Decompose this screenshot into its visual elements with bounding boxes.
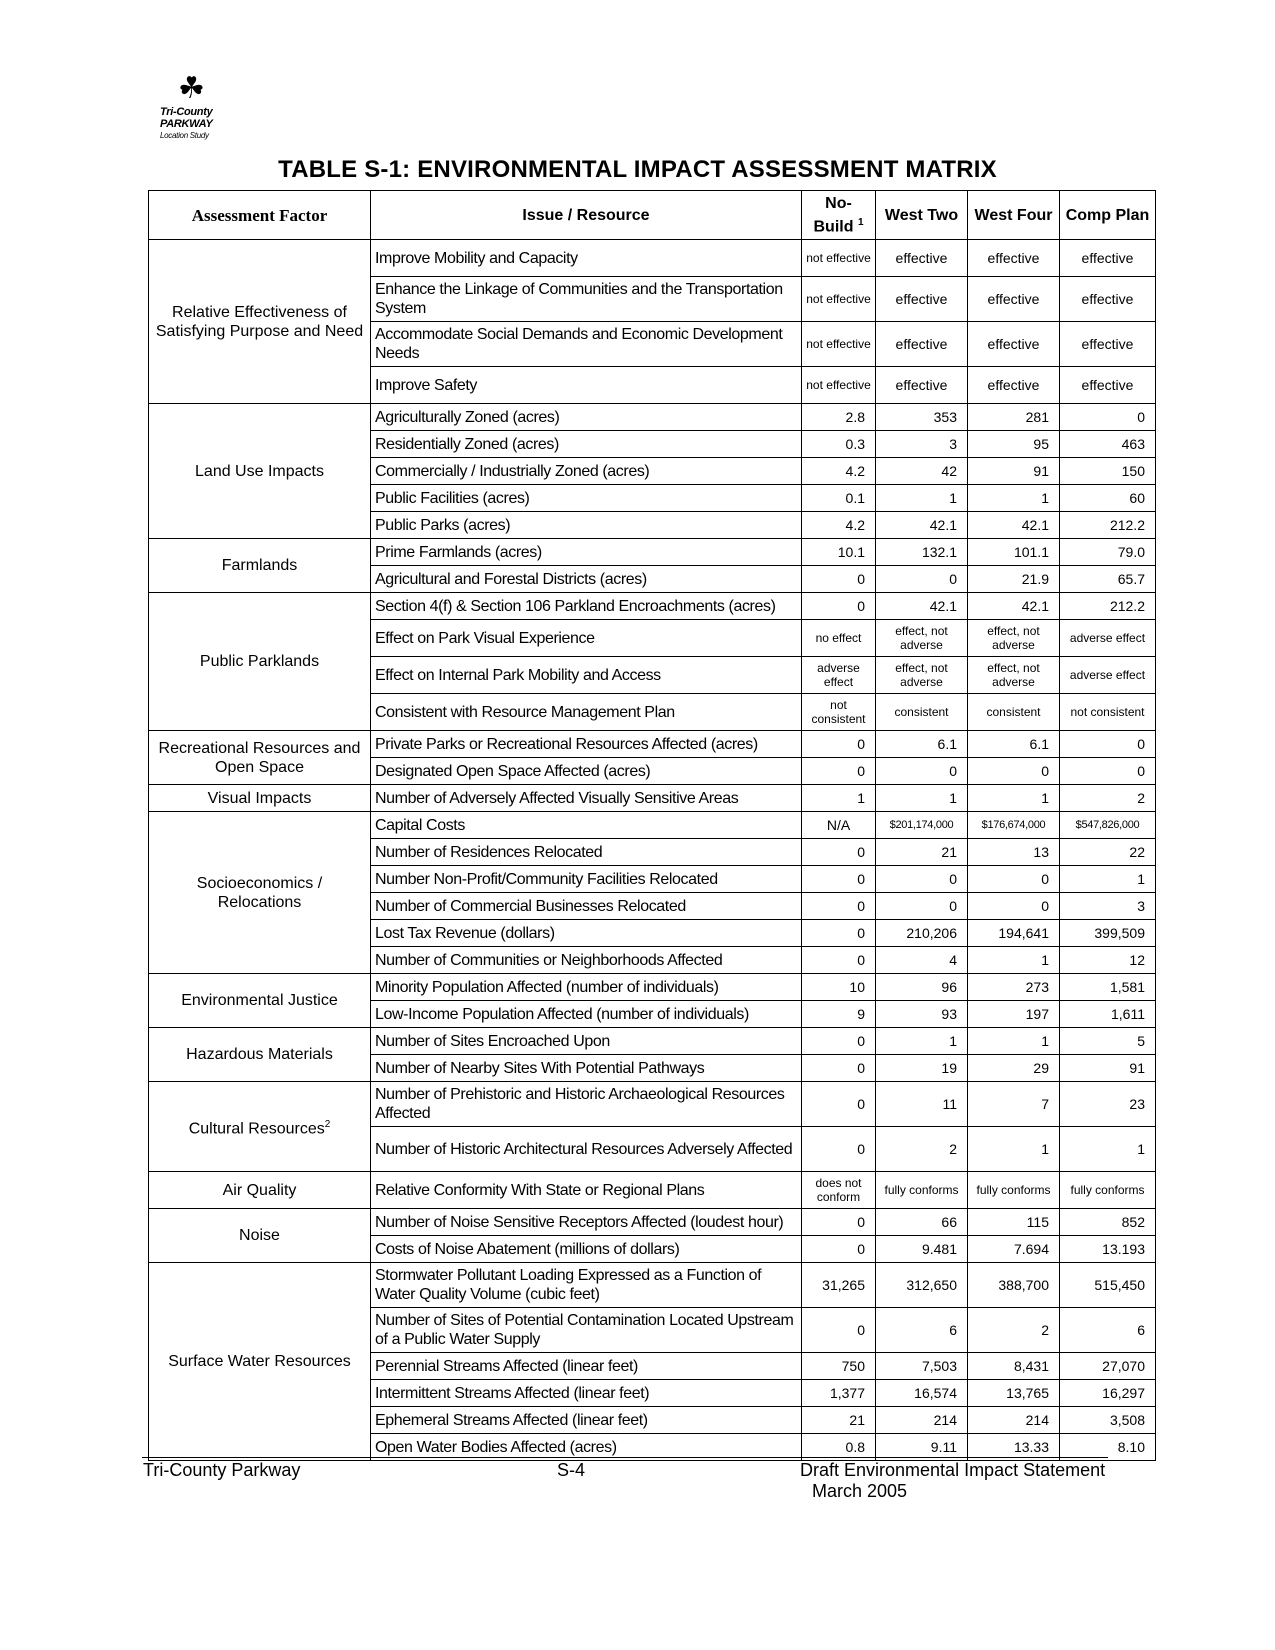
table-row xyxy=(149,1209,1156,1236)
issue-cell: Number of Nearby Sites With Potential Pathways xyxy=(371,1055,802,1082)
comp-plan-value: effective xyxy=(1060,367,1156,404)
page-title: TABLE S-1: ENVIRONMENTAL IMPACT ASSESSMENT MATRIX xyxy=(278,156,997,183)
west-two-value: consistent xyxy=(876,694,968,731)
footnote-2: 2 xyxy=(324,1118,331,1130)
comp-plan-value: 1 xyxy=(1060,1127,1156,1172)
issue-cell: Number of Residences Relocated xyxy=(371,839,802,866)
comp-plan-value: 91 xyxy=(1060,1055,1156,1082)
issue-cell: Ephemeral Streams Affected (linear feet) xyxy=(371,1407,802,1434)
assessment-factor-label: Hazardous Materials xyxy=(186,1046,333,1063)
comp-plan-value: effective xyxy=(1060,322,1156,367)
west-four-value: 1 xyxy=(968,1127,1060,1172)
footer-page-number: S-4 xyxy=(557,1460,586,1480)
west-two-value: 132.1 xyxy=(876,539,968,566)
west-four-value: $176,674,000 xyxy=(968,812,1060,839)
no-build-value: N/A xyxy=(802,812,876,839)
west-two-value: 3 xyxy=(876,431,968,458)
assessment-factor-label: Public Parklands xyxy=(199,653,320,670)
west-four-value: 7 xyxy=(968,1082,1060,1127)
assessment-factor-cell xyxy=(149,593,371,731)
west-four-value: 194,641 xyxy=(968,920,1060,947)
header-west-two: West Two xyxy=(876,191,968,240)
west-four-value: effect, not adverse xyxy=(968,620,1060,657)
assessment-factor-cell xyxy=(149,1263,371,1461)
issue-cell: Number of Noise Sensitive Receptors Affected (loudest hour) xyxy=(371,1209,802,1236)
assessment-factor-label: Surface Water Resources xyxy=(168,1353,351,1370)
west-four-value: 21.9 xyxy=(968,566,1060,593)
comp-plan-value: 463 xyxy=(1060,431,1156,458)
no-build-value: 1,377 xyxy=(802,1380,876,1407)
table-row xyxy=(149,1172,1156,1209)
west-four-value: 13 xyxy=(968,839,1060,866)
comp-plan-value: 12 xyxy=(1060,947,1156,974)
no-build-value: 0 xyxy=(802,839,876,866)
comp-plan-value: 5 xyxy=(1060,1028,1156,1055)
assessment-factor-label: Noise xyxy=(239,1227,280,1244)
west-two-value: 0 xyxy=(876,758,968,785)
west-four-value: 281 xyxy=(968,404,1060,431)
no-build-value: not effective xyxy=(802,367,876,404)
west-four-value: effective xyxy=(968,240,1060,277)
issue-cell: Agricultural and Forestal Districts (acres) xyxy=(371,566,802,593)
no-build-value: not effective xyxy=(802,277,876,322)
table-row xyxy=(149,240,1156,277)
issue-cell: Improve Safety xyxy=(371,367,802,404)
west-two-value: 1 xyxy=(876,785,968,812)
no-build-value: 0 xyxy=(802,1209,876,1236)
west-two-value: 19 xyxy=(876,1055,968,1082)
west-two-value: 66 xyxy=(876,1209,968,1236)
west-four-value: consistent xyxy=(968,694,1060,731)
west-two-value: fully conforms xyxy=(876,1172,968,1209)
table-row xyxy=(149,974,1156,1001)
issue-cell: Agriculturally Zoned (acres) xyxy=(371,404,802,431)
comp-plan-value: 0 xyxy=(1060,404,1156,431)
header-issue: Issue / Resource xyxy=(371,191,802,240)
issue-cell: Section 4(f) & Section 106 Parkland Encroachments (acres) xyxy=(371,593,802,620)
no-build-value: no effect xyxy=(802,620,876,657)
issue-cell: Consistent with Resource Management Plan xyxy=(371,694,802,731)
no-build-value: 0.3 xyxy=(802,431,876,458)
west-four-value: 101.1 xyxy=(968,539,1060,566)
leaf-icon: ☘ xyxy=(178,71,205,106)
comp-plan-value: 1,611 xyxy=(1060,1001,1156,1028)
west-four-value: 13,765 xyxy=(968,1380,1060,1407)
no-build-value: not effective xyxy=(802,322,876,367)
comp-plan-value: 2 xyxy=(1060,785,1156,812)
footer-left: Tri-County Parkway xyxy=(143,1460,301,1480)
issue-cell: Low-Income Population Affected (number of individuals) xyxy=(371,1001,802,1028)
west-four-value: 1 xyxy=(968,947,1060,974)
issue-cell: Stormwater Pollutant Loading Expressed as a Function of Water Quality Volume (cubic feet) xyxy=(371,1263,802,1308)
no-build-value: 0 xyxy=(802,566,876,593)
comp-plan-value: effective xyxy=(1060,240,1156,277)
assessment-factor-cell xyxy=(149,404,371,539)
comp-plan-value: 0 xyxy=(1060,731,1156,758)
west-two-value: 210,206 xyxy=(876,920,968,947)
west-two-value: 16,574 xyxy=(876,1380,968,1407)
assessment-factor-label: Recreational Resources and Open Space xyxy=(158,739,361,776)
comp-plan-value: 3 xyxy=(1060,893,1156,920)
logo-text-2: PARKWAY xyxy=(160,118,213,130)
comp-plan-value: 399,509 xyxy=(1060,920,1156,947)
issue-cell: Effect on Internal Park Mobility and Access xyxy=(371,657,802,694)
no-build-value: 0.8 xyxy=(802,1434,876,1461)
issue-cell: Commercially / Industrially Zoned (acres) xyxy=(371,458,802,485)
issue-cell: Minority Population Affected (number of individuals) xyxy=(371,974,802,1001)
issue-cell: Number of Commercial Businesses Relocated xyxy=(371,893,802,920)
assessment-factor-label: Land Use Impacts xyxy=(195,462,324,480)
assessment-factor-cell xyxy=(149,1082,371,1172)
issue-cell: Intermittent Streams Affected (linear feet) xyxy=(371,1380,802,1407)
no-build-value: 2.8 xyxy=(802,404,876,431)
logo-text-3: Location Study xyxy=(160,131,209,140)
assessment-factor-cell xyxy=(149,240,371,404)
comp-plan-value: fully conforms xyxy=(1060,1172,1156,1209)
west-four-value: 388,700 xyxy=(968,1263,1060,1308)
west-four-value: 29 xyxy=(968,1055,1060,1082)
footer-right xyxy=(800,1460,1105,1502)
west-two-value: 6.1 xyxy=(876,731,968,758)
table-row xyxy=(149,539,1156,566)
comp-plan-value: adverse effect xyxy=(1060,657,1156,694)
west-two-value: 7,503 xyxy=(876,1353,968,1380)
west-four-value: effective xyxy=(968,322,1060,367)
west-two-value: 4 xyxy=(876,947,968,974)
west-four-value: fully conforms xyxy=(968,1172,1060,1209)
west-four-value: 273 xyxy=(968,974,1060,1001)
table-row xyxy=(149,731,1156,758)
header-comp-plan: Comp Plan xyxy=(1060,191,1156,240)
comp-plan-value: $547,826,000 xyxy=(1060,812,1156,839)
west-two-value: 42.1 xyxy=(876,593,968,620)
west-two-value: 0 xyxy=(876,566,968,593)
west-two-value: 312,650 xyxy=(876,1263,968,1308)
no-build-value: 0 xyxy=(802,920,876,947)
west-four-value: 0 xyxy=(968,866,1060,893)
issue-cell: Number of Prehistoric and Historic Archaeological Resources Affected xyxy=(371,1082,802,1127)
assessment-factor-cell xyxy=(149,539,371,593)
west-two-value: 1 xyxy=(876,1028,968,1055)
no-build-value: 1 xyxy=(802,785,876,812)
west-four-value: effective xyxy=(968,367,1060,404)
header-no-build xyxy=(802,191,876,240)
no-build-value: 0 xyxy=(802,1028,876,1055)
west-four-value: effective xyxy=(968,277,1060,322)
comp-plan-value: 515,450 xyxy=(1060,1263,1156,1308)
west-four-value: 13.33 xyxy=(968,1434,1060,1461)
no-build-value: adverse effect xyxy=(802,657,876,694)
west-two-value: 9.11 xyxy=(876,1434,968,1461)
no-build-value: 10.1 xyxy=(802,539,876,566)
issue-cell: Costs of Noise Abatement (millions of dollars) xyxy=(371,1236,802,1263)
comp-plan-value: 13.193 xyxy=(1060,1236,1156,1263)
comp-plan-value: 8.10 xyxy=(1060,1434,1156,1461)
west-four-value: 8,431 xyxy=(968,1353,1060,1380)
issue-cell: Number Non-Profit/Community Facilities Relocated xyxy=(371,866,802,893)
west-two-value: effective xyxy=(876,367,968,404)
no-build-value: 4.2 xyxy=(802,458,876,485)
issue-cell: Prime Farmlands (acres) xyxy=(371,539,802,566)
no-build-value: 0 xyxy=(802,593,876,620)
comp-plan-value: 212.2 xyxy=(1060,593,1156,620)
assessment-factor-label: Socioeconomics / Relocations xyxy=(196,874,323,911)
west-two-value: 42.1 xyxy=(876,512,968,539)
table-row xyxy=(149,812,1156,839)
header-west-four: West Four xyxy=(968,191,1060,240)
west-two-value: 11 xyxy=(876,1082,968,1127)
comp-plan-value: 0 xyxy=(1060,758,1156,785)
no-build-value: not effective xyxy=(802,240,876,277)
issue-cell: Perennial Streams Affected (linear feet) xyxy=(371,1353,802,1380)
comp-plan-value: 16,297 xyxy=(1060,1380,1156,1407)
west-four-value: 0 xyxy=(968,893,1060,920)
assessment-factor-cell xyxy=(149,1209,371,1263)
footer-divider xyxy=(142,1457,1108,1458)
issue-cell: Effect on Park Visual Experience xyxy=(371,620,802,657)
no-build-value: 0 xyxy=(802,1055,876,1082)
west-two-value: 1 xyxy=(876,485,968,512)
no-build-value: 0 xyxy=(802,1127,876,1172)
comp-plan-value: adverse effect xyxy=(1060,620,1156,657)
comp-plan-value: 22 xyxy=(1060,839,1156,866)
comp-plan-value: 27,070 xyxy=(1060,1353,1156,1380)
issue-cell: Capital Costs xyxy=(371,812,802,839)
issue-cell: Number of Historic Architectural Resources Adversely Affected xyxy=(371,1127,802,1172)
no-build-value: 0 xyxy=(802,1308,876,1353)
comp-plan-value: 79.0 xyxy=(1060,539,1156,566)
assessment-matrix-table xyxy=(148,190,1156,1461)
table-row xyxy=(149,785,1156,812)
no-build-value: 0 xyxy=(802,1082,876,1127)
west-two-value: effective xyxy=(876,277,968,322)
comp-plan-value: 1 xyxy=(1060,866,1156,893)
west-two-value: $201,174,000 xyxy=(876,812,968,839)
comp-plan-value: 60 xyxy=(1060,485,1156,512)
west-two-value: 21 xyxy=(876,839,968,866)
west-two-value: effective xyxy=(876,240,968,277)
assessment-factor-label: Air Quality xyxy=(222,1181,297,1199)
comp-plan-value: effective xyxy=(1060,277,1156,322)
footnote-1: 1 xyxy=(857,216,864,228)
assessment-factor-label: Farmlands xyxy=(221,557,298,574)
issue-cell: Improve Mobility and Capacity xyxy=(371,240,802,277)
no-build-value: 4.2 xyxy=(802,512,876,539)
comp-plan-value: 852 xyxy=(1060,1209,1156,1236)
no-build-value: 0.1 xyxy=(802,485,876,512)
no-build-value: does not conform xyxy=(802,1172,876,1209)
table-row xyxy=(149,1028,1156,1055)
west-four-value: 0 xyxy=(968,758,1060,785)
footer-date: March 2005 xyxy=(812,1481,908,1501)
no-build-value: not consistent xyxy=(802,694,876,731)
west-four-value: 1 xyxy=(968,785,1060,812)
table-row xyxy=(149,1263,1156,1308)
west-four-value: 1 xyxy=(968,1028,1060,1055)
assessment-factor-label: Environmental Justice xyxy=(181,992,338,1009)
west-two-value: 93 xyxy=(876,1001,968,1028)
issue-cell: Open Water Bodies Affected (acres) xyxy=(371,1434,802,1461)
comp-plan-value: 6 xyxy=(1060,1308,1156,1353)
issue-cell: Relative Conformity With State or Regional Plans xyxy=(371,1172,802,1209)
issue-cell: Number of Adversely Affected Visually Sensitive Areas xyxy=(371,785,802,812)
no-build-value: 750 xyxy=(802,1353,876,1380)
no-build-value: 0 xyxy=(802,866,876,893)
west-two-value: 2 xyxy=(876,1127,968,1172)
assessment-factor-cell xyxy=(149,1172,371,1209)
assessment-factor-cell xyxy=(149,974,371,1028)
assessment-factor-label: Visual Impacts xyxy=(207,789,312,807)
header-assessment-factor: Assessment Factor xyxy=(149,191,371,240)
comp-plan-value: 65.7 xyxy=(1060,566,1156,593)
west-two-value: effect, not adverse xyxy=(876,657,968,694)
no-build-value: 9 xyxy=(802,1001,876,1028)
comp-plan-value: 150 xyxy=(1060,458,1156,485)
header-no-build-label: No-Build xyxy=(813,194,854,236)
issue-cell: Number of Communities or Neighborhoods Affected xyxy=(371,947,802,974)
no-build-value: 0 xyxy=(802,758,876,785)
west-two-value: effective xyxy=(876,322,968,367)
west-four-value: 2 xyxy=(968,1308,1060,1353)
tri-county-parkway-logo xyxy=(150,71,250,146)
comp-plan-value: 212.2 xyxy=(1060,512,1156,539)
comp-plan-value: 23 xyxy=(1060,1082,1156,1127)
west-four-value: 115 xyxy=(968,1209,1060,1236)
issue-cell: Residentially Zoned (acres) xyxy=(371,431,802,458)
west-four-value: 42.1 xyxy=(968,593,1060,620)
issue-cell: Lost Tax Revenue (dollars) xyxy=(371,920,802,947)
west-four-value: 91 xyxy=(968,458,1060,485)
table-row xyxy=(149,404,1156,431)
west-two-value: 353 xyxy=(876,404,968,431)
west-two-value: 9.481 xyxy=(876,1236,968,1263)
issue-cell: Number of Sites Encroached Upon xyxy=(371,1028,802,1055)
table-row xyxy=(149,1082,1156,1127)
issue-cell: Public Facilities (acres) xyxy=(371,485,802,512)
assessment-factor-cell xyxy=(149,812,371,974)
no-build-value: 0 xyxy=(802,947,876,974)
logo-text-1: Tri-County xyxy=(160,106,213,118)
west-four-value: 6.1 xyxy=(968,731,1060,758)
assessment-factor-cell xyxy=(149,785,371,812)
west-four-value: 1 xyxy=(968,485,1060,512)
issue-cell: Designated Open Space Affected (acres) xyxy=(371,758,802,785)
no-build-value: 10 xyxy=(802,974,876,1001)
assessment-factor-label: Relative Effectiveness of Satisfying Purpose and Need xyxy=(155,303,364,340)
assessment-factor-cell xyxy=(149,731,371,785)
assessment-factor-label: Cultural Resources xyxy=(188,1120,325,1138)
west-two-value: 6 xyxy=(876,1308,968,1353)
issue-cell: Public Parks (acres) xyxy=(371,512,802,539)
no-build-value: 21 xyxy=(802,1407,876,1434)
west-two-value: effect, not adverse xyxy=(876,620,968,657)
west-two-value: 42 xyxy=(876,458,968,485)
assessment-factor-cell xyxy=(149,1028,371,1082)
no-build-value: 31,265 xyxy=(802,1263,876,1308)
west-two-value: 96 xyxy=(876,974,968,1001)
west-two-value: 0 xyxy=(876,893,968,920)
west-four-value: 95 xyxy=(968,431,1060,458)
issue-cell: Private Parks or Recreational Resources Affected (acres) xyxy=(371,731,802,758)
header-row xyxy=(149,191,1156,240)
issue-cell: Number of Sites of Potential Contamination Located Upstream of a Public Water Supply xyxy=(371,1308,802,1353)
west-two-value: 0 xyxy=(876,866,968,893)
west-four-value: 197 xyxy=(968,1001,1060,1028)
no-build-value: 0 xyxy=(802,893,876,920)
footer-doc-title: Draft Environmental Impact Statement xyxy=(800,1460,1106,1480)
table-body xyxy=(149,240,1156,1461)
table-row xyxy=(149,593,1156,620)
issue-cell: Enhance the Linkage of Communities and the Transportation System xyxy=(371,277,802,322)
west-four-value: effect, not adverse xyxy=(968,657,1060,694)
comp-plan-value: 1,581 xyxy=(1060,974,1156,1001)
no-build-value: 0 xyxy=(802,731,876,758)
west-four-value: 42.1 xyxy=(968,512,1060,539)
comp-plan-value: 3,508 xyxy=(1060,1407,1156,1434)
comp-plan-value: not consistent xyxy=(1060,694,1156,731)
west-two-value: 214 xyxy=(876,1407,968,1434)
west-four-value: 7.694 xyxy=(968,1236,1060,1263)
issue-cell: Accommodate Social Demands and Economic Development Needs xyxy=(371,322,802,367)
west-four-value: 214 xyxy=(968,1407,1060,1434)
no-build-value: 0 xyxy=(802,1236,876,1263)
